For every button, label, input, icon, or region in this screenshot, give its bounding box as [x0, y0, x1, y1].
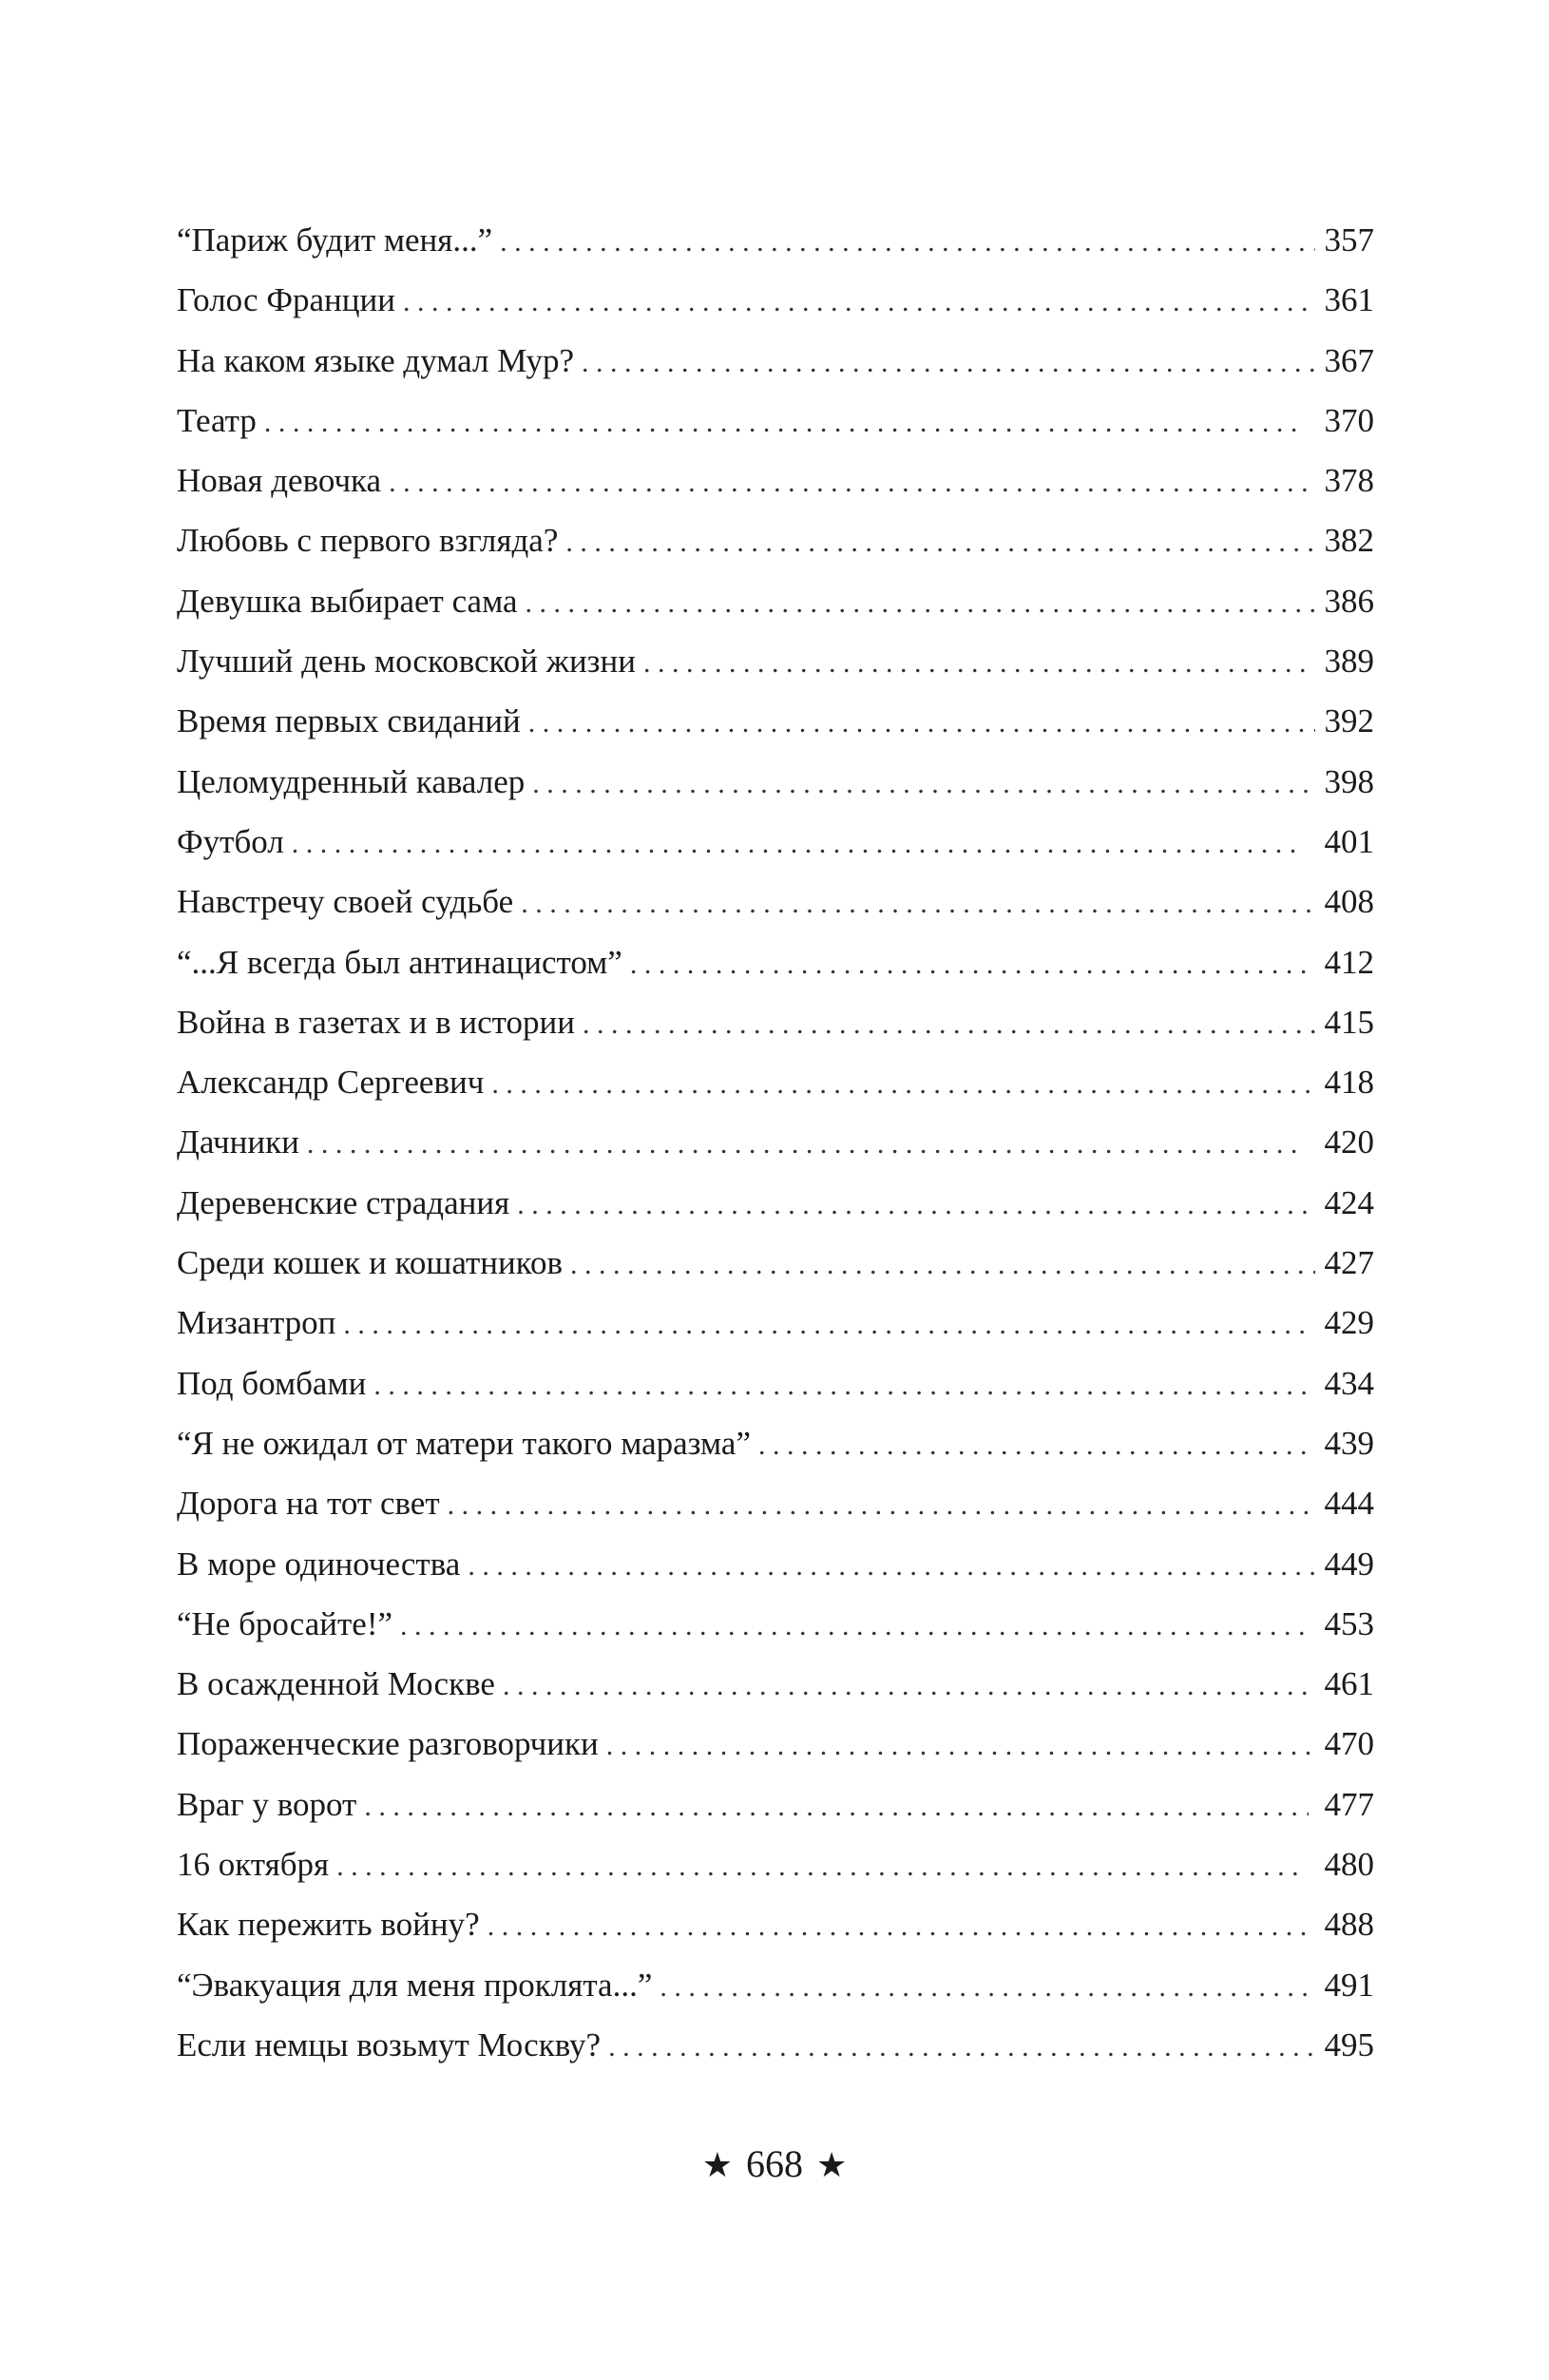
toc-entry-page: 401 [1324, 822, 1374, 860]
toc-entry-title: Пораженческие разговорчики [177, 1725, 599, 1763]
page-footer [0, 2136, 1549, 2195]
toc-entry-title: “Эвакуация для меня проклята...” [177, 1966, 653, 2004]
toc-dot-leader [307, 1114, 1306, 1174]
toc-dot-leader [403, 272, 1310, 332]
toc-dot-leader [364, 1776, 1309, 1836]
toc-dot-leader [488, 1896, 1315, 1956]
toc-entry-page: 398 [1324, 762, 1374, 800]
toc-entry-page: 495 [1324, 2025, 1374, 2063]
toc-entry-title: Новая девочка [177, 462, 382, 500]
toc-entry [177, 451, 1374, 510]
toc-entry-page: 470 [1324, 1725, 1374, 1763]
toc-dot-leader [526, 573, 1315, 633]
toc-entry [177, 691, 1374, 751]
toc-entry-title: Голос Франции [177, 281, 395, 319]
toc-entry [177, 1112, 1374, 1172]
toc-entry-title: Деревенские страдания [177, 1183, 510, 1221]
toc-entry-page: 439 [1324, 1424, 1374, 1462]
toc-entry-page: 453 [1324, 1604, 1374, 1642]
toc-entry-title: В осажденной Москве [177, 1665, 495, 1703]
toc-dot-leader [582, 333, 1315, 393]
toc-entry-title: Среди кошек и кошатников [177, 1244, 563, 1282]
toc-entry [177, 631, 1374, 691]
toc-entry-page: 429 [1324, 1304, 1374, 1342]
toc-entry-page: 386 [1324, 582, 1374, 620]
toc-dot-leader [343, 1295, 1307, 1354]
toc-entry [177, 210, 1374, 270]
toc-entry [177, 932, 1374, 992]
toc-entry-page: 488 [1324, 1906, 1374, 1944]
toc-entry [177, 752, 1374, 812]
page-number: 668 [746, 2142, 803, 2185]
toc-entry [177, 992, 1374, 1052]
toc-dot-leader [264, 393, 1303, 452]
toc-entry-title: Девушка выбирает сама [177, 582, 518, 620]
toc-entry-title: Любовь с первого взгляда? [177, 522, 559, 560]
toc-entry-page: 491 [1324, 1966, 1374, 2004]
toc-entry [177, 1293, 1374, 1353]
toc-entry-page: 418 [1324, 1064, 1374, 1102]
toc-dot-leader [565, 512, 1314, 572]
toc-entry-title: “Я не ожидал от матери такого маразма” [177, 1424, 751, 1462]
toc-entry-title: Под бомбами [177, 1364, 367, 1402]
toc-dot-leader [389, 452, 1310, 512]
toc-entry-title: Навстречу своей судьбе [177, 883, 514, 921]
toc-entry-page: 357 [1324, 221, 1374, 259]
toc-entry-title: Театр [177, 401, 257, 439]
toc-entry-page: 392 [1324, 702, 1374, 740]
toc-entry-title: Как пережить войну? [177, 1906, 480, 1944]
toc-dot-leader [643, 633, 1315, 693]
toc-dot-leader [532, 754, 1314, 814]
toc-entry-page: 382 [1324, 522, 1374, 560]
toc-entry [177, 1654, 1374, 1714]
toc-entry-title: 16 октября [177, 1846, 330, 1884]
toc-dot-leader [630, 934, 1315, 994]
star-icon: ★ [816, 2146, 848, 2185]
toc-entry-page: 461 [1324, 1665, 1374, 1703]
table-of-contents [177, 210, 1374, 2075]
toc-entry-page: 367 [1324, 341, 1374, 379]
toc-entry [177, 270, 1374, 330]
toc-entry-title: Футбол [177, 822, 284, 860]
toc-dot-leader [336, 1836, 1307, 1896]
toc-entry-page: 424 [1324, 1183, 1374, 1221]
toc-dot-leader [606, 1716, 1315, 1775]
toc-entry-title: “Париж будит меня...” [177, 221, 493, 259]
toc-dot-leader [528, 693, 1315, 753]
toc-entry-title: Война в газетах и в истории [177, 1003, 575, 1041]
toc-entry-page: 477 [1324, 1785, 1374, 1823]
toc-entry-title: На каком языке думал Мур? [177, 341, 574, 379]
toc-entry [177, 1834, 1374, 1894]
toc-entry-title: Дачники [177, 1123, 299, 1161]
toc-entry-page: 415 [1324, 1003, 1374, 1041]
toc-entry [177, 1052, 1374, 1112]
toc-entry [177, 872, 1374, 931]
toc-entry-page: 449 [1324, 1545, 1374, 1583]
toc-dot-leader [373, 1355, 1309, 1415]
toc-dot-leader [500, 212, 1314, 272]
toc-entry [177, 2015, 1374, 2075]
toc-entry-page: 408 [1324, 883, 1374, 921]
toc-entry-title: В море одиночества [177, 1545, 461, 1583]
toc-entry [177, 1714, 1374, 1774]
toc-entry-title: Целомудренный кавалер [177, 762, 526, 800]
toc-dot-leader [521, 873, 1314, 933]
toc-entry-title: Мизантроп [177, 1304, 336, 1342]
toc-entry-page: 420 [1324, 1123, 1374, 1161]
star-icon: ★ [701, 2146, 733, 2185]
toc-entry-page: 480 [1324, 1846, 1374, 1884]
toc-entry-title: Враг у ворот [177, 1785, 357, 1823]
toc-entry-page: 444 [1324, 1485, 1374, 1523]
toc-entry [177, 1173, 1374, 1233]
toc-entry [177, 1534, 1374, 1594]
toc-entry [177, 391, 1374, 451]
toc-entry-page: 427 [1324, 1244, 1374, 1282]
toc-entry [177, 1594, 1374, 1654]
toc-entry-title: Время первых свиданий [177, 702, 521, 740]
toc-entry-page: 389 [1324, 643, 1374, 681]
toc-entry-page: 378 [1324, 462, 1374, 500]
toc-dot-leader [583, 994, 1315, 1054]
toc-dot-leader [468, 1536, 1314, 1596]
toc-dot-leader [570, 1235, 1315, 1295]
toc-entry [177, 1775, 1374, 1834]
toc-entry [177, 1955, 1374, 2015]
toc-entry-page: 412 [1324, 943, 1374, 981]
toc-dot-leader [448, 1475, 1313, 1535]
toc-dot-leader [292, 814, 1305, 873]
toc-entry-title: Лучший день московской жизни [177, 643, 636, 681]
toc-entry [177, 331, 1374, 391]
toc-entry [177, 1894, 1374, 1954]
toc-dot-leader [491, 1054, 1314, 1114]
toc-dot-leader [660, 1957, 1314, 2017]
toc-entry [177, 1413, 1374, 1473]
toc-entry-title: Александр Сергеевич [177, 1064, 485, 1102]
toc-dot-leader [400, 1596, 1310, 1656]
toc-entry-title: Если немцы возьмут Москву? [177, 2025, 602, 2063]
toc-entry-page: 434 [1324, 1364, 1374, 1402]
toc-entry [177, 1353, 1374, 1413]
toc-entry [177, 510, 1374, 570]
toc-entry [177, 1233, 1374, 1293]
toc-entry-title: “...Я всегда был антинацистом” [177, 943, 622, 981]
toc-dot-leader [503, 1656, 1315, 1716]
toc-entry-title: “Не бросайте!” [177, 1604, 393, 1642]
toc-entry-page: 361 [1324, 281, 1374, 319]
toc-entry [177, 1473, 1374, 1533]
toc-dot-leader [758, 1415, 1315, 1475]
toc-entry-page: 370 [1324, 401, 1374, 439]
toc-entry-title: Дорога на тот свет [177, 1485, 440, 1523]
toc-dot-leader [608, 2017, 1314, 2077]
toc-entry [177, 812, 1374, 872]
toc-entry [177, 571, 1374, 631]
toc-dot-leader [517, 1175, 1314, 1235]
